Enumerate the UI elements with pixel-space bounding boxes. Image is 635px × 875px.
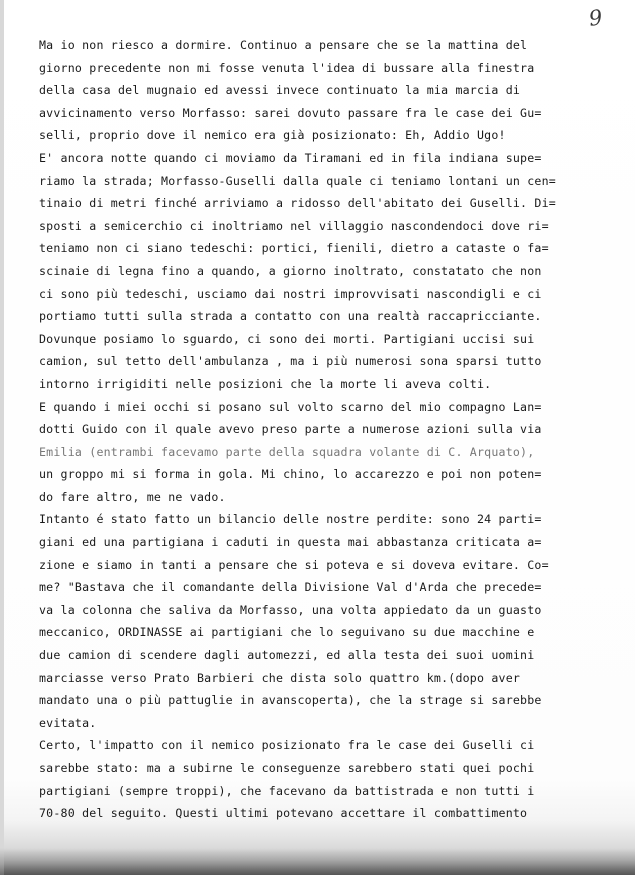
text-line: intorno irrigiditi nelle posizioni che la morte li aveva colti. [39,376,492,391]
text-line: giorno precedente non mi fosse venuta l'idea di bussare alla finestra [39,60,535,75]
page-edge-shadow [0,0,4,875]
text-line: Certo, l'impatto con il nemico posizionato fra le case dei Guselli ci [39,738,535,753]
text-line: evitata. [39,715,97,730]
text-line: 70-80 del seguito. Questi ultimi potevano accettare il combattimento [39,806,528,821]
text-line: sarebbe stato: ma a subirne le conseguenze sarebbero stati quei pochi [39,761,535,775]
body-text [39,34,599,825]
text-line: E' ancora notte quando ci moviamo da Tiramani ed in fila indiana supe= [39,150,542,165]
text-line: selli, proprio dove il nemico era già posizionato: Eh, Addio Ugo! [39,128,506,143]
text-line: riamo la strada; Morfasso-Guselli dalla quale ci teniamo lontani un cen= [39,173,556,188]
text-line: della casa del mugnaio ed avessi invece continuato la mia marcia di [39,83,521,98]
text-line: Intanto é stato fatto un bilancio delle nostre perdite: sono 24 parti= [39,512,542,527]
text-line: tinaio di metri finché arriviamo a ridosso dell'abitato dei Guselli. Di= [39,196,556,211]
text-line: ci sono più tedeschi, usciamo dai nostri improvvisati nascondigli e ci [39,286,542,301]
text-line: do fare altro, me ne vado. [39,489,226,504]
text-line: scinaie di legna fino a quando, a giorno inoltrato, constatato che non [39,263,542,278]
text-line: Ma io non riesco a dormire. Continuo a pensare che se la mattina del [39,38,528,52]
text-line: un groppo mi si forma in gola. Mi chino, lo accarezzo e poi non poten= [39,467,542,482]
text-line: E quando i miei occhi si posano sul volto scarno del mio compagno Lan= [39,399,542,414]
scan-bottom-shadow [0,848,635,875]
text-line: portiamo tutti sulla strada a contatto con una realtà raccapricciante. [39,309,542,324]
text-line: avvicinamento verso Morfasso: sarei dovuto passare fra le case dei Gu= [39,105,542,120]
text-line: meccanico, ORDINASSE ai partigiani che lo seguivano su due macchine e [39,625,535,640]
page-number: 9 [587,5,604,31]
text-line: Dovunque posiamo lo sguardo, ci sono dei morti. Partigiani uccisi sui [39,331,535,346]
text-line: camion, sul tetto dell'ambulanza , ma i più numerosi sona sparsi tutto [39,354,542,369]
text-line: due camion di scendere dagli automezzi, ed alla testa dei suoi uomini [39,648,535,663]
text-line: me? "Bastava che il comandante della Divisione Val d'Arda che precede= [39,580,542,595]
text-line: dotti Guido con il quale avevo preso parte a numerose azioni sulla via [39,422,542,437]
text-line: marciasse verso Prato Barbieri che dista solo quattro km.(dopo aver [39,670,521,685]
text-line: va la colonna che saliva da Morfasso, una volta appiedato da un guasto [39,602,542,617]
text-line: Emilia (entrambi facevamo parte della squadra volante di C. Arquato), [39,444,535,459]
text-line: mandato una o più pattuglie in avanscoperta), che la strage si sarebbe [39,693,542,708]
text-line: sposti a semicerchio ci inoltriamo nel villaggio nascondendoci dove ri= [39,218,549,233]
text-line: partigiani (sempre troppi), che facevano da battistrada e non tutti i [39,783,535,798]
text-line: zione e siamo in tanti a pensare che si poteva e si doveva evitare. Co= [39,557,549,572]
text-line: giani ed una partigiana i caduti in questa mai abbastanza criticata a= [39,535,542,550]
text-line: teniamo non ci siano tedeschi: portici, fienili, dietro a cataste o fa= [39,241,549,256]
